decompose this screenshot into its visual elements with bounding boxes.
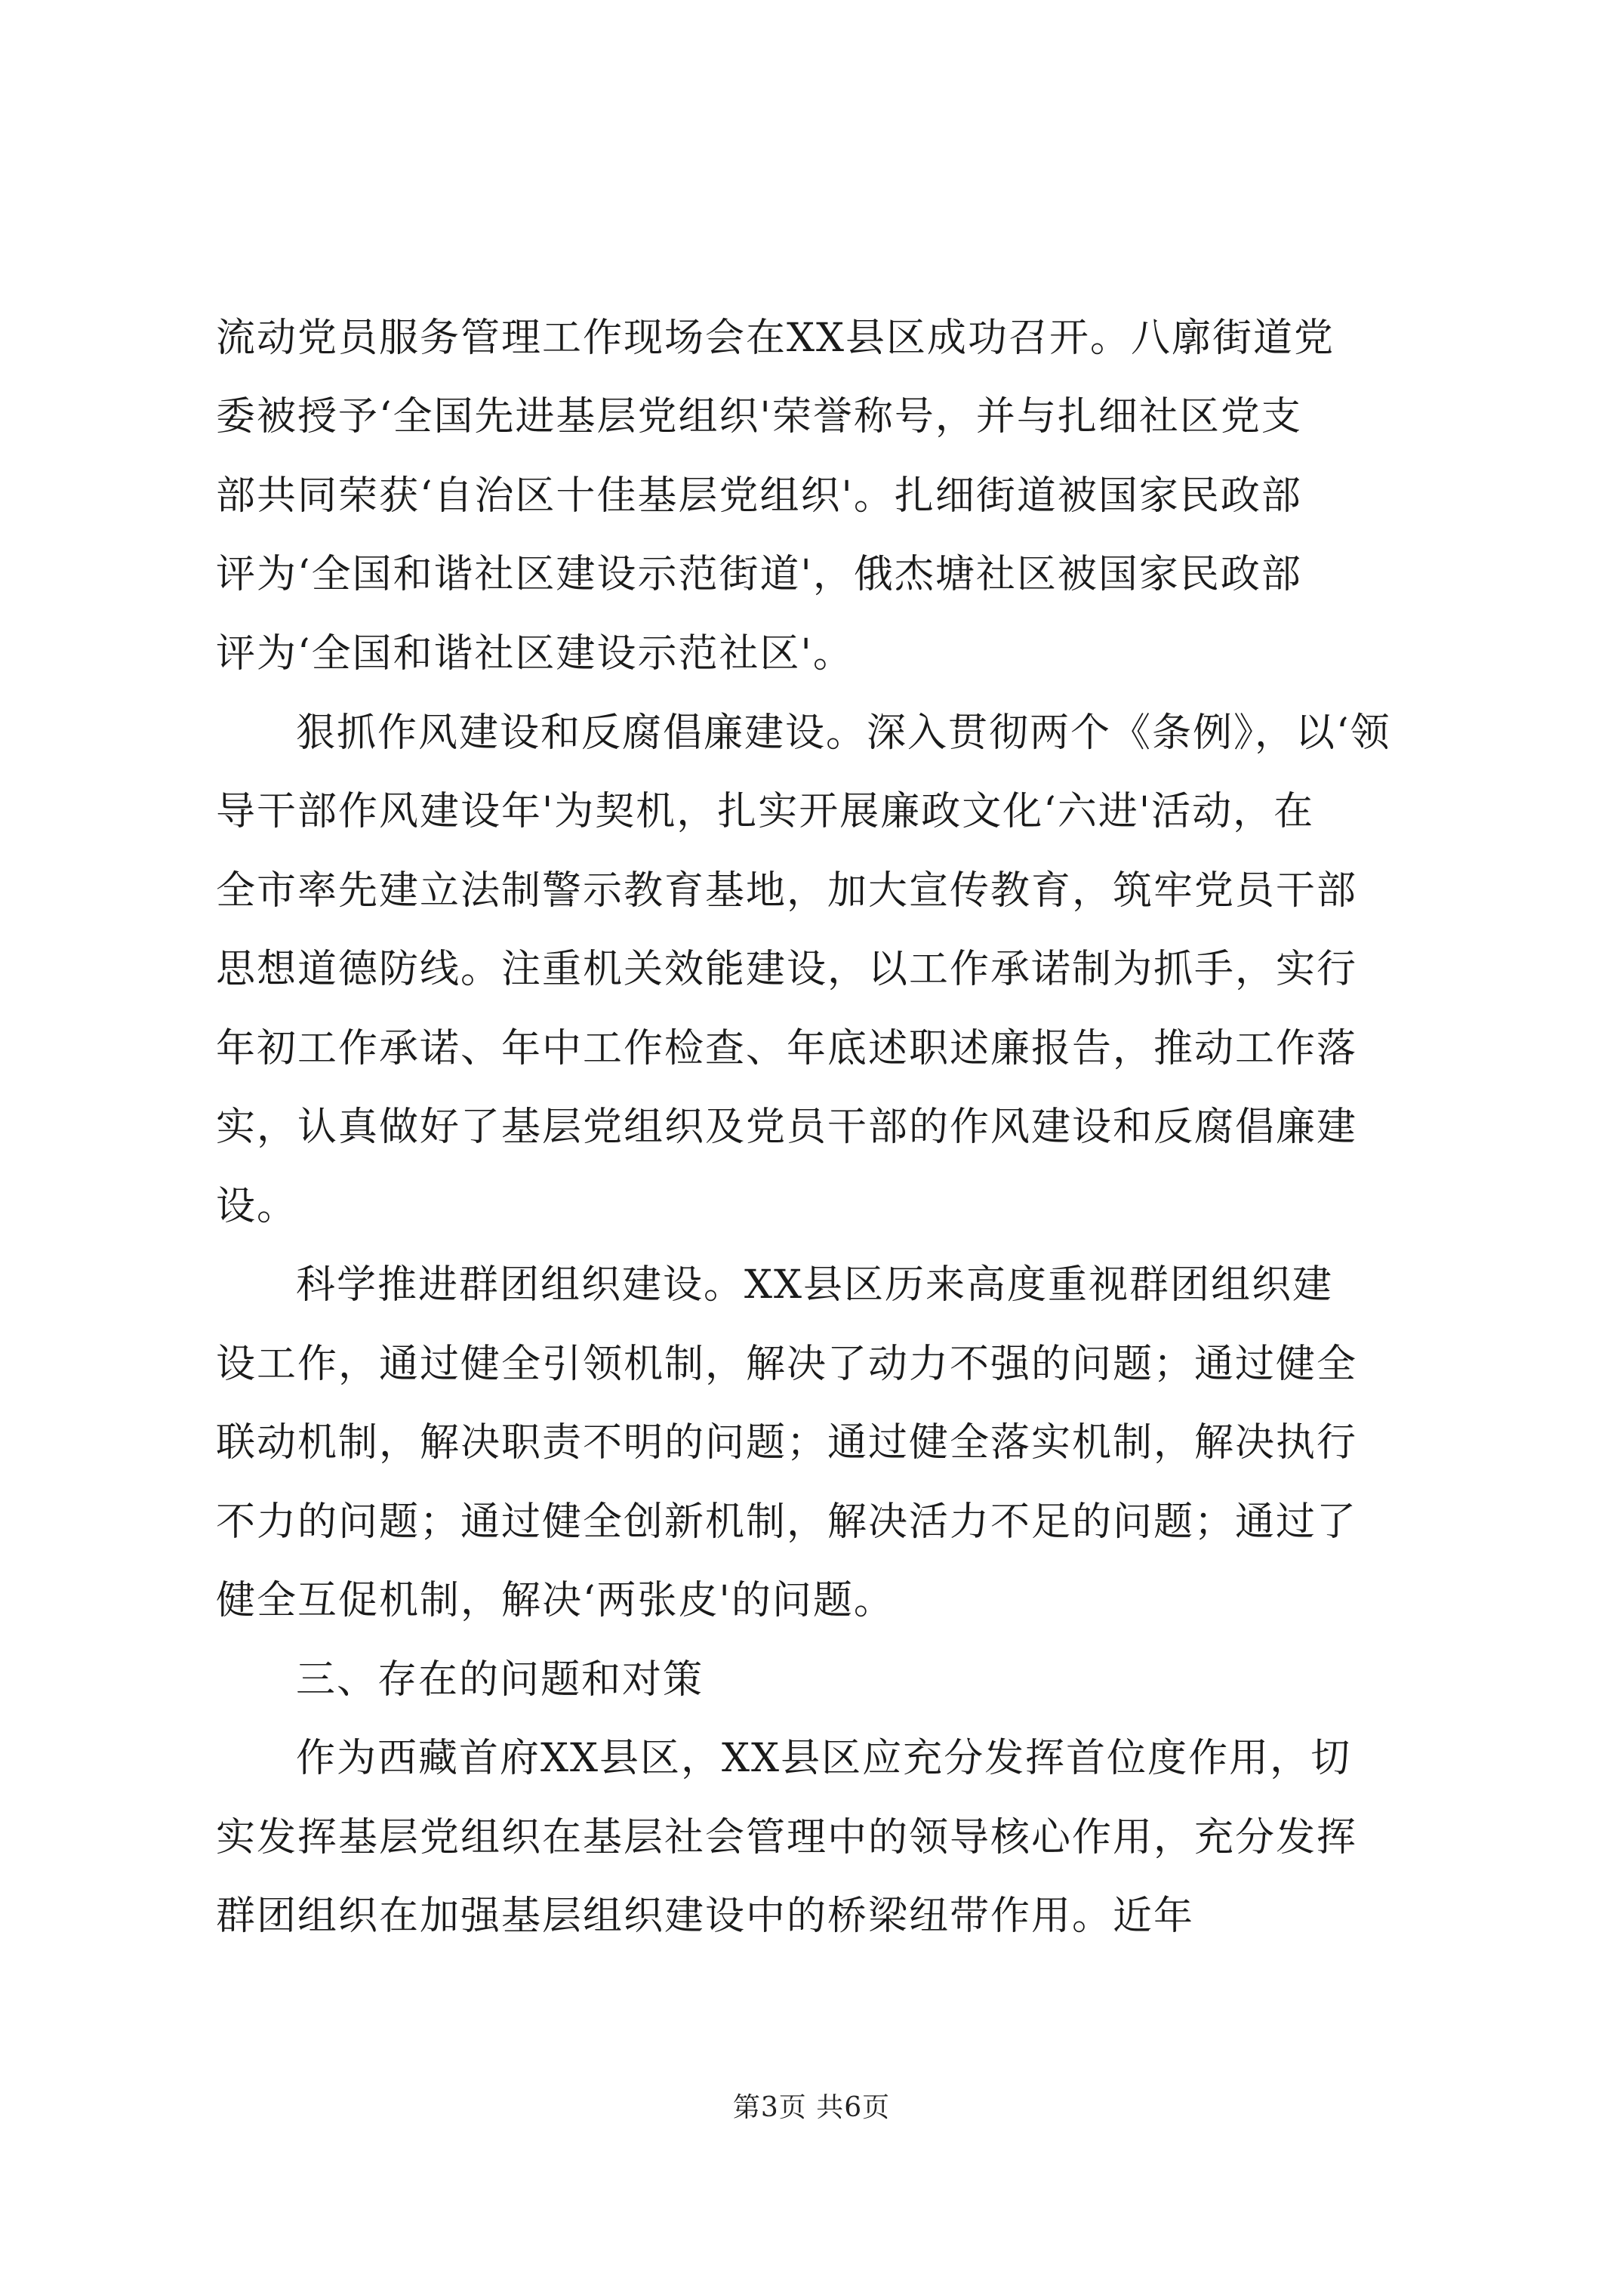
paragraph-line: 联动机制，解决职责不明的问题；通过健全落实机制，解决执行 [216, 1420, 1358, 1465]
paragraph-line: 实，认真做好了基层党组织及党员干部的作风建设和反腐倡廉建 [216, 1105, 1358, 1150]
paragraph-line: 思想道德防线。注重机关效能建设，以工作承诺制为抓手，实行 [216, 947, 1358, 992]
paragraph-line: 健全互促机制，解决‘两张皮'的问题。 [216, 1578, 895, 1623]
paragraph-line: 流动党员服务管理工作现场会在XX县区成功召开。八廓街道党 [216, 316, 1335, 361]
paragraph-line: 年初工作承诺、年中工作检查、年底述职述廉报告，推动工作落 [216, 1026, 1358, 1071]
paragraph-line: 狠抓作风建设和反腐倡廉建设。深入贯彻两个《条例》，以‘领 [296, 710, 1391, 756]
paragraph-line: 不力的问题；通过健全创新机制，解决活力不足的问题；通过了 [216, 1499, 1358, 1545]
paragraph-line: 评为‘全国和谐社区建设示范社区'。 [216, 631, 854, 676]
section-heading: 三、存在的问题和对策 [296, 1657, 704, 1703]
paragraph-line: 部共同荣获‘自治区十佳基层党组织'。扎细街道被国家民政部 [216, 473, 1302, 519]
paragraph-line: 作为西藏首府XX县区，XX县区应充分发挥首位度作用，切 [296, 1736, 1352, 1781]
paragraph-line: 群团组织在加强基层组织建设中的桥梁纽带作用。近年 [216, 1894, 1195, 1939]
page-footer: 第3页 共6页 [732, 2092, 891, 2123]
paragraph-line: 设工作，通过健全引领机制，解决了动力不强的问题；通过健全 [216, 1342, 1358, 1387]
paragraph-line: 导干部作风建设年'为契机，扎实开展廉政文化‘六进'活动，在 [216, 789, 1315, 834]
paragraph-line: 实发挥基层党组织在基层社会管理中的领导核心作用，充分发挥 [216, 1815, 1358, 1860]
paragraph-line: 科学推进群团组织建设。XX县区历来高度重视群团组织建 [296, 1262, 1334, 1308]
paragraph-line: 设。 [216, 1184, 298, 1229]
paragraph-line: 全市率先建立法制警示教育基地，加大宣传教育，筑牢党员干部 [216, 868, 1358, 914]
paragraph-line: 评为‘全国和谐社区建设示范街道'，俄杰塘社区被国家民政部 [216, 552, 1302, 597]
paragraph-line: 委被授予‘全国先进基层党组织'荣誉称号，并与扎细社区党支 [216, 394, 1302, 439]
